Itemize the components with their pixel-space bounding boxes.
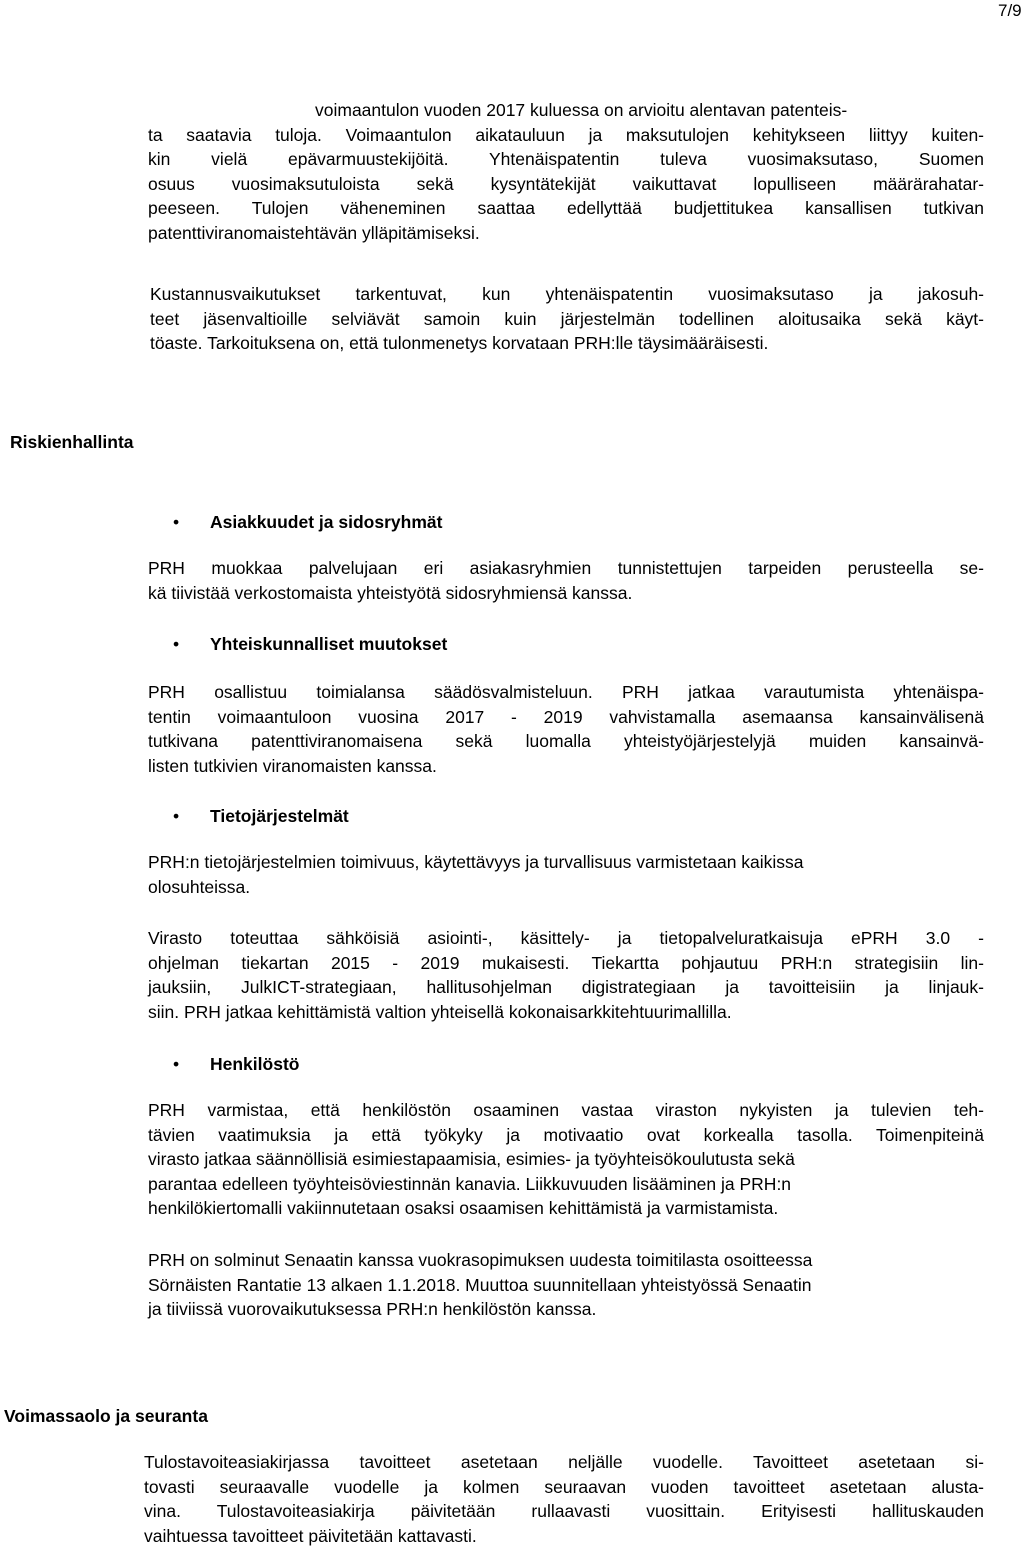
text-line: tovasti seuraavalle vuodelle ja kolmen seuraavan vuoden tavoitteet asetetaan alusta- <box>144 1476 984 1497</box>
personnel-paragraph-2 <box>148 1248 984 1322</box>
bullet-heading-societal <box>173 632 447 656</box>
text-line: PRH osallistuu toimialansa säädösvalmisteluun. PRH jatkaa varautumista yhtenäispa- <box>148 682 984 702</box>
societal-paragraph <box>148 680 984 778</box>
text-line: tutkivana patenttiviranomaisena sekä luomalla yhteistyöjärjestelyjä muiden kansainvä- <box>148 731 984 752</box>
bullet-title: Yhteiskunnalliset muutokset <box>210 634 448 654</box>
text-line: henkilökiertomalli vakiinnutetaan osaksi osaamisen kehittämistä ja varmistamista. <box>148 1198 779 1219</box>
text-line: osuus vuosimaksutuloista sekä kysyntätekijät vaikuttavat lopulliseen määrärahatar- <box>148 173 984 194</box>
page-number: 7/9 <box>998 1 1022 20</box>
text-line: siin. PRH jatkaa kehittämistä valtion yhteisellä kokonaisarkkitehtuurimallilla. <box>148 1001 732 1022</box>
intro-paragraph <box>148 98 984 246</box>
it-systems-paragraph-1 <box>148 850 984 899</box>
text-line: vaihtuessa tavoitteet päivitetään kattavasti. <box>144 1525 477 1546</box>
costs-paragraph <box>150 282 984 356</box>
text-line: parantaa edelleen työyhteisöviestinnän kanavia. Liikkuvuuden lisääminen ja PRH:n <box>148 1173 792 1194</box>
bullet-icon: • <box>173 634 180 654</box>
bullet-title: Henkilöstö <box>210 1054 300 1074</box>
it-systems-paragraph-2 <box>148 926 984 1024</box>
text-line: töaste. Tarkoituksena on, että tulonmenetys korvataan PRH:lle täysimääräisesti. <box>150 333 769 354</box>
text-line: ja tiiviissä vuorovaikutuksessa PRH:n henkilöstön kanssa. <box>148 1299 597 1320</box>
text-line: voimaantulon vuoden 2017 kuluessa on arvioitu alentavan patenteis- <box>315 100 848 120</box>
text-line: patenttiviranomaistehtävän ylläpitämiseksi. <box>148 222 480 243</box>
bullet-icon: • <box>173 1054 180 1074</box>
text-line: peeseen. Tulojen väheneminen saattaa edellyttää budjettitukea kansallisen tutkivan <box>148 198 984 219</box>
bullet-title: Asiakkuudet ja sidosryhmät <box>210 512 443 532</box>
bullet-icon: • <box>173 806 180 826</box>
bullet-heading-customers <box>173 510 442 534</box>
section-heading-risk: Riskienhallinta <box>10 432 134 452</box>
text-line: Kustannusvaikutukset tarkentuvat, kun yhtenäispatentin vuosimaksutaso ja jakosuh- <box>150 284 984 304</box>
text-line: listen tutkivien viranomaisten kanssa. <box>148 755 437 776</box>
text-line: ta saatavia tuloja. Voimaantulon aikatauluun ja maksutulojen kehitykseen liittyy kuiten- <box>148 124 984 145</box>
text-line: PRH varmistaa, että henkilöstön osaaminen vastaa viraston nykyisten ja tulevien teh- <box>148 1100 984 1120</box>
text-line: vina. Tulostavoiteasiakirja päivitetään rullaavasti vuosittain. Erityisesti hallituskauden <box>144 1501 984 1522</box>
bullet-icon: • <box>173 512 180 532</box>
text-line: teet jäsenvaltioille selviävät samoin kuin järjestelmän todellinen aloitusaika sekä käyt- <box>150 308 984 329</box>
bullet-heading-personnel <box>173 1052 299 1076</box>
personnel-paragraph-1 <box>148 1098 984 1221</box>
text-line: kin vielä epävarmuustekijöitä. Yhtenäispatentin tuleva vuosimaksutaso, Suomen <box>148 149 984 170</box>
text-line: Tulostavoiteasiakirjassa tavoitteet asetetaan neljälle vuodelle. Tavoitteet asetetaan si- <box>144 1452 984 1472</box>
text-line: ohjelman tiekartan 2015 - 2019 mukaisesti. Tiekartta pohjautuu PRH:n strategisiin lin- <box>148 952 984 973</box>
text-line: Virasto toteuttaa sähköisiä asiointi-, käsittely- ja tietopalveluratkaisuja ePRH 3.0 - <box>148 928 984 948</box>
text-line: virasto jatkaa säännöllisiä esimiestapaamisia, esimies- ja työyhteisökoulutusta sekä <box>148 1149 795 1170</box>
validity-paragraph <box>144 1450 984 1548</box>
bullet-heading-it-systems <box>173 804 349 828</box>
text-line: kä tiivistää verkostomaista yhteistyötä sidosryhmiensä kanssa. <box>148 582 633 603</box>
customers-paragraph <box>148 556 984 605</box>
text-line: PRH on solminut Senaatin kanssa vuokrasopimuksen uudesta toimitilasta osoitteessa <box>148 1250 813 1270</box>
section-heading-validity: Voimassaolo ja seuranta <box>4 1406 208 1426</box>
text-line: tävien vaatimuksia ja että työkyky ja motivaatio ovat korkealla tasolla. Toimenpiteinä <box>148 1124 984 1145</box>
bullet-title: Tietojärjestelmät <box>210 806 349 826</box>
text-line: tentin voimaantuloon vuosina 2017 - 2019 vahvistamalla asemaansa kansainvälisenä <box>148 706 984 727</box>
text-line: jauksiin, JulkICT-strategiaan, hallitusohjelman digistrategiaan ja tavoitteisiin ja linjauk- <box>148 977 984 998</box>
text-line: PRH muokkaa palvelujaan eri asiakasryhmien tunnistettujen tarpeiden perusteella se- <box>148 558 984 578</box>
text-line: Sörnäisten Rantatie 13 alkaen 1.1.2018. Muuttoa suunnitellaan yhteistyössä Senaatin <box>148 1274 812 1295</box>
text-line: PRH:n tietojärjestelmien toimivuus, käytettävyys ja turvallisuus varmistetaan kaikissa <box>148 852 804 872</box>
text-line: olosuhteissa. <box>148 876 251 897</box>
